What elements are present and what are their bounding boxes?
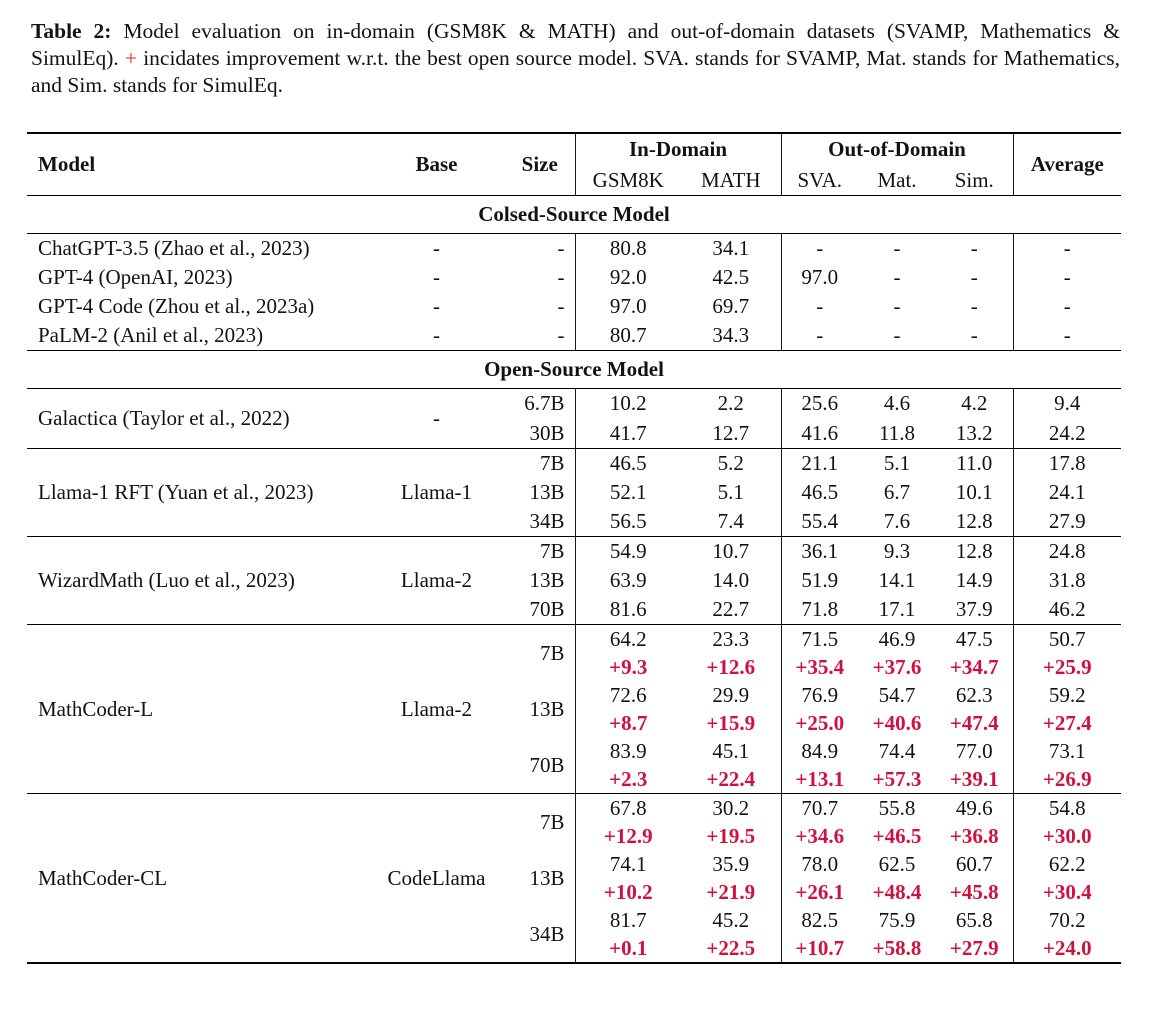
value-cell: 70.2 bbox=[1013, 906, 1121, 934]
value-cell: 52.1 bbox=[575, 478, 681, 507]
value-cell: 12.8 bbox=[936, 537, 1013, 567]
value-cell: 11.0 bbox=[936, 449, 1013, 479]
value-cell: 55.4 bbox=[781, 507, 858, 537]
value-cell: 49.6 bbox=[936, 794, 1013, 823]
col-subheader-mat: Mat. bbox=[858, 165, 936, 196]
table-caption bbox=[31, 18, 1120, 99]
results-table bbox=[27, 132, 1121, 964]
table-row bbox=[27, 389, 1121, 419]
improvement-cell: +15.9 bbox=[706, 710, 756, 735]
section-header-open-source bbox=[27, 351, 1121, 389]
value-cell: 31.8 bbox=[1013, 566, 1121, 595]
value-cell: 64.2 bbox=[575, 625, 681, 654]
value-cell: 27.9 bbox=[1013, 507, 1121, 537]
value-cell: 81.7 bbox=[575, 906, 681, 934]
value-cell: - bbox=[970, 265, 978, 289]
value-cell: 83.9 bbox=[575, 737, 681, 765]
improvement-cell: +30.0 bbox=[1013, 822, 1121, 850]
value-cell: 51.9 bbox=[781, 566, 858, 595]
value-cell: 7.6 bbox=[883, 509, 911, 533]
size-cell: 7B bbox=[505, 449, 575, 479]
value-cell: 5.1 bbox=[717, 480, 744, 504]
value-cell: - bbox=[1013, 292, 1121, 321]
improvement-cell: +48.4 bbox=[872, 879, 922, 904]
value-cell: 54.7 bbox=[878, 682, 916, 707]
value-cell: 84.9 bbox=[781, 737, 858, 765]
table-row bbox=[27, 292, 1121, 321]
value-cell: - bbox=[1013, 321, 1121, 351]
base-cell: - bbox=[433, 236, 440, 260]
improvement-cell: +58.8 bbox=[872, 935, 922, 960]
improvement-cell: +35.4 bbox=[781, 653, 858, 681]
section-title: Open-Source Model bbox=[27, 351, 1121, 389]
caption-text-after-plus: incidates improvement w.r.t. the best open source model. SVA. stands for SVAMP, Mat. stands for Mathematics, and Sim. stands for SimulEq. bbox=[31, 46, 1121, 97]
value-cell: 62.3 bbox=[955, 682, 993, 707]
improvement-cell: +26.9 bbox=[1013, 765, 1121, 794]
section-title: Colsed-Source Model bbox=[27, 196, 1121, 234]
improvement-cell: +27.9 bbox=[949, 935, 999, 960]
improvement-cell: +36.8 bbox=[949, 823, 999, 848]
table-row bbox=[27, 625, 1121, 654]
model-name-cell: WizardMath (Luo et al., 2023) bbox=[27, 537, 368, 625]
model-name-cell: MathCoder-L bbox=[27, 625, 368, 794]
value-cell: 73.1 bbox=[1013, 737, 1121, 765]
value-cell: 4.6 bbox=[858, 389, 936, 419]
value-cell: 36.1 bbox=[781, 537, 858, 567]
value-cell: - bbox=[893, 236, 901, 260]
value-cell: 24.2 bbox=[1013, 419, 1121, 449]
size-cell: 34B bbox=[529, 921, 565, 946]
value-cell: 46.5 bbox=[575, 449, 681, 479]
value-cell: 30.2 bbox=[681, 794, 781, 823]
improvement-cell: +25.9 bbox=[1013, 653, 1121, 681]
value-cell: 54.9 bbox=[575, 537, 681, 567]
value-cell: 60.7 bbox=[955, 851, 993, 876]
base-cell: Llama-1 bbox=[368, 449, 505, 537]
value-cell: 10.7 bbox=[681, 537, 781, 567]
value-cell: 24.8 bbox=[1013, 537, 1121, 567]
value-cell: 65.8 bbox=[955, 907, 993, 932]
improvement-cell: +40.6 bbox=[872, 710, 922, 735]
value-cell: 62.2 bbox=[1013, 850, 1121, 878]
value-cell: - bbox=[781, 321, 858, 351]
col-subheader-gsm8k: GSM8K bbox=[575, 165, 681, 196]
improvement-cell: +34.6 bbox=[781, 822, 858, 850]
value-cell: 17.8 bbox=[1013, 449, 1121, 479]
value-cell: 59.2 bbox=[1013, 681, 1121, 709]
value-cell: 5.2 bbox=[681, 449, 781, 479]
value-cell: 54.8 bbox=[1013, 794, 1121, 823]
base-cell: - bbox=[433, 294, 440, 318]
improvement-cell: +46.5 bbox=[872, 823, 922, 848]
improvement-cell: +57.3 bbox=[872, 766, 922, 791]
value-cell: 12.8 bbox=[955, 509, 993, 533]
improvement-cell: +45.8 bbox=[949, 879, 999, 904]
improvement-cell: +8.7 bbox=[575, 709, 681, 737]
size-cell: - bbox=[557, 323, 565, 347]
value-cell: 81.6 bbox=[575, 595, 681, 625]
improvement-cell: +22.5 bbox=[706, 935, 756, 960]
value-cell: 22.7 bbox=[712, 597, 750, 621]
value-cell: 14.9 bbox=[955, 568, 993, 592]
table-row bbox=[27, 794, 1121, 823]
value-cell: 80.8 bbox=[575, 234, 681, 264]
value-cell: 75.9 bbox=[878, 907, 916, 932]
value-cell: 45.1 bbox=[712, 738, 750, 763]
size-cell: 13B bbox=[529, 865, 565, 890]
value-cell: 74.1 bbox=[575, 850, 681, 878]
size-cell: - bbox=[557, 236, 565, 260]
value-cell: 63.9 bbox=[575, 566, 681, 595]
table-row bbox=[27, 263, 1121, 292]
value-cell: 21.1 bbox=[781, 449, 858, 479]
value-cell: 47.5 bbox=[936, 625, 1013, 654]
value-cell: 13.2 bbox=[955, 420, 993, 445]
col-subheader-math: MATH bbox=[681, 165, 781, 196]
value-cell: 69.7 bbox=[712, 294, 750, 318]
value-cell: 70.7 bbox=[781, 794, 858, 823]
col-header-size: Size bbox=[505, 133, 575, 196]
improvement-cell: +37.6 bbox=[872, 654, 922, 679]
improvement-cell: +25.0 bbox=[781, 709, 858, 737]
base-cell: - bbox=[368, 389, 505, 449]
improvement-cell: +27.4 bbox=[1013, 709, 1121, 737]
improvement-cell: +26.1 bbox=[781, 878, 858, 906]
value-cell: - bbox=[893, 265, 901, 289]
model-name-cell: GPT-4 (OpenAI, 2023) bbox=[38, 265, 233, 289]
size-cell: 7B bbox=[505, 625, 575, 682]
caption-label: Table 2: bbox=[31, 19, 112, 43]
improvement-cell: +30.4 bbox=[1013, 878, 1121, 906]
value-cell: 24.1 bbox=[1013, 478, 1121, 507]
value-cell: - bbox=[1013, 234, 1121, 264]
value-cell: 50.7 bbox=[1013, 625, 1121, 654]
value-cell: 71.5 bbox=[781, 625, 858, 654]
value-cell: 23.3 bbox=[681, 625, 781, 654]
improvement-cell: +19.5 bbox=[706, 823, 756, 848]
value-cell: 14.0 bbox=[712, 568, 750, 592]
base-cell: - bbox=[433, 323, 440, 347]
col-header-out-of-domain: Out-of-Domain bbox=[781, 133, 1013, 165]
value-cell: - bbox=[1013, 263, 1121, 292]
base-cell: - bbox=[433, 265, 440, 289]
value-cell: 6.7 bbox=[883, 480, 911, 504]
col-header-in-domain: In-Domain bbox=[575, 133, 781, 165]
value-cell: - bbox=[893, 294, 901, 318]
value-cell: 10.1 bbox=[955, 480, 993, 504]
table-row bbox=[27, 321, 1121, 351]
value-cell: 46.9 bbox=[858, 625, 936, 654]
size-cell: 7B bbox=[505, 537, 575, 567]
value-cell: 74.4 bbox=[878, 738, 916, 763]
caption-text-before-plus: Model evaluation on in-domain (GSM8K & MATH) and out-of-domain datasets (SVAMP, Mathematics & SimulEq). bbox=[31, 19, 1120, 70]
value-cell: 29.9 bbox=[712, 682, 750, 707]
base-cell: Llama-2 bbox=[368, 625, 505, 794]
value-cell: 56.5 bbox=[575, 507, 681, 537]
size-cell: 13B bbox=[529, 696, 565, 721]
improvement-cell: +39.1 bbox=[949, 766, 999, 791]
value-cell: 45.2 bbox=[712, 907, 750, 932]
value-cell: - bbox=[893, 323, 901, 347]
size-cell: 34B bbox=[529, 509, 565, 533]
improvement-cell: +10.2 bbox=[575, 878, 681, 906]
value-cell: 67.8 bbox=[575, 794, 681, 823]
size-cell: 30B bbox=[529, 420, 565, 445]
improvement-cell: +12.9 bbox=[575, 822, 681, 850]
caption-plus-sign: + bbox=[124, 46, 138, 70]
value-cell: - bbox=[970, 294, 978, 318]
value-cell: 41.6 bbox=[781, 419, 858, 449]
value-cell: 7.4 bbox=[717, 509, 744, 533]
table-row bbox=[27, 449, 1121, 479]
improvement-cell: +12.6 bbox=[706, 654, 756, 679]
base-cell: Llama-2 bbox=[368, 537, 505, 625]
table-row bbox=[27, 234, 1121, 264]
base-cell: CodeLlama bbox=[368, 794, 505, 964]
value-cell: 62.5 bbox=[878, 851, 916, 876]
size-cell: 6.7B bbox=[505, 389, 575, 419]
value-cell: - bbox=[781, 292, 858, 321]
size-cell: 7B bbox=[505, 794, 575, 851]
value-cell: 25.6 bbox=[781, 389, 858, 419]
model-name-cell: MathCoder-CL bbox=[27, 794, 368, 964]
value-cell: 35.9 bbox=[712, 851, 750, 876]
value-cell: 11.8 bbox=[879, 420, 915, 445]
value-cell: 77.0 bbox=[955, 738, 993, 763]
improvement-cell: +10.7 bbox=[781, 934, 858, 963]
value-cell: 34.1 bbox=[712, 236, 750, 260]
value-cell: 97.0 bbox=[781, 263, 858, 292]
value-cell: 17.1 bbox=[878, 597, 916, 621]
value-cell: 92.0 bbox=[575, 263, 681, 292]
improvement-cell: +47.4 bbox=[949, 710, 999, 735]
value-cell: 82.5 bbox=[781, 906, 858, 934]
value-cell: 37.9 bbox=[955, 597, 993, 621]
value-cell: 34.3 bbox=[712, 323, 750, 347]
improvement-cell: +24.0 bbox=[1013, 934, 1121, 963]
value-cell: - bbox=[970, 236, 978, 260]
value-cell: 71.8 bbox=[781, 595, 858, 625]
value-cell: 14.1 bbox=[878, 568, 916, 592]
size-cell: 70B bbox=[529, 597, 565, 621]
size-cell: 13B bbox=[529, 568, 565, 592]
improvement-cell: +2.3 bbox=[575, 765, 681, 794]
table-row bbox=[27, 537, 1121, 567]
improvement-cell: +13.1 bbox=[781, 765, 858, 794]
model-name-cell: GPT-4 Code (Zhou et al., 2023a) bbox=[38, 294, 315, 318]
improvement-cell: +9.3 bbox=[575, 653, 681, 681]
model-name-cell: Llama-1 RFT (Yuan et al., 2023) bbox=[27, 449, 368, 537]
value-cell: 80.7 bbox=[575, 321, 681, 351]
section-header-closed-source bbox=[27, 196, 1121, 234]
value-cell: 12.7 bbox=[712, 420, 750, 445]
value-cell: 55.8 bbox=[858, 794, 936, 823]
header-row-1 bbox=[27, 133, 1121, 165]
value-cell: 10.2 bbox=[575, 389, 681, 419]
size-cell: 13B bbox=[529, 480, 565, 504]
model-name-cell: Galactica (Taylor et al., 2022) bbox=[27, 389, 368, 449]
size-cell: - bbox=[557, 294, 565, 318]
value-cell: - bbox=[781, 234, 858, 264]
col-header-average: Average bbox=[1013, 133, 1121, 196]
model-name-cell: ChatGPT-3.5 (Zhao et al., 2023) bbox=[38, 236, 310, 260]
value-cell: 4.2 bbox=[936, 389, 1013, 419]
value-cell: 5.1 bbox=[858, 449, 936, 479]
improvement-cell: +0.1 bbox=[575, 934, 681, 963]
col-header-model: Model bbox=[27, 133, 368, 196]
size-cell: 70B bbox=[529, 752, 565, 777]
value-cell: 2.2 bbox=[681, 389, 781, 419]
improvement-cell: +34.7 bbox=[949, 654, 999, 679]
improvement-cell: +21.9 bbox=[706, 879, 756, 904]
col-header-base: Base bbox=[368, 133, 505, 196]
col-subheader-sim: Sim. bbox=[936, 165, 1013, 196]
value-cell: 46.5 bbox=[781, 478, 858, 507]
improvement-cell: +22.4 bbox=[706, 766, 756, 791]
value-cell: 78.0 bbox=[781, 850, 858, 878]
col-subheader-sva: SVA. bbox=[781, 165, 858, 196]
value-cell: 42.5 bbox=[712, 265, 750, 289]
value-cell: 76.9 bbox=[781, 681, 858, 709]
value-cell: 97.0 bbox=[575, 292, 681, 321]
value-cell: 41.7 bbox=[575, 419, 681, 449]
value-cell: 9.4 bbox=[1013, 389, 1121, 419]
value-cell: 72.6 bbox=[575, 681, 681, 709]
value-cell: 46.2 bbox=[1013, 595, 1121, 625]
size-cell: - bbox=[557, 265, 565, 289]
model-name-cell: PaLM-2 (Anil et al., 2023) bbox=[38, 323, 264, 347]
value-cell: - bbox=[970, 323, 978, 347]
value-cell: 9.3 bbox=[858, 537, 936, 567]
